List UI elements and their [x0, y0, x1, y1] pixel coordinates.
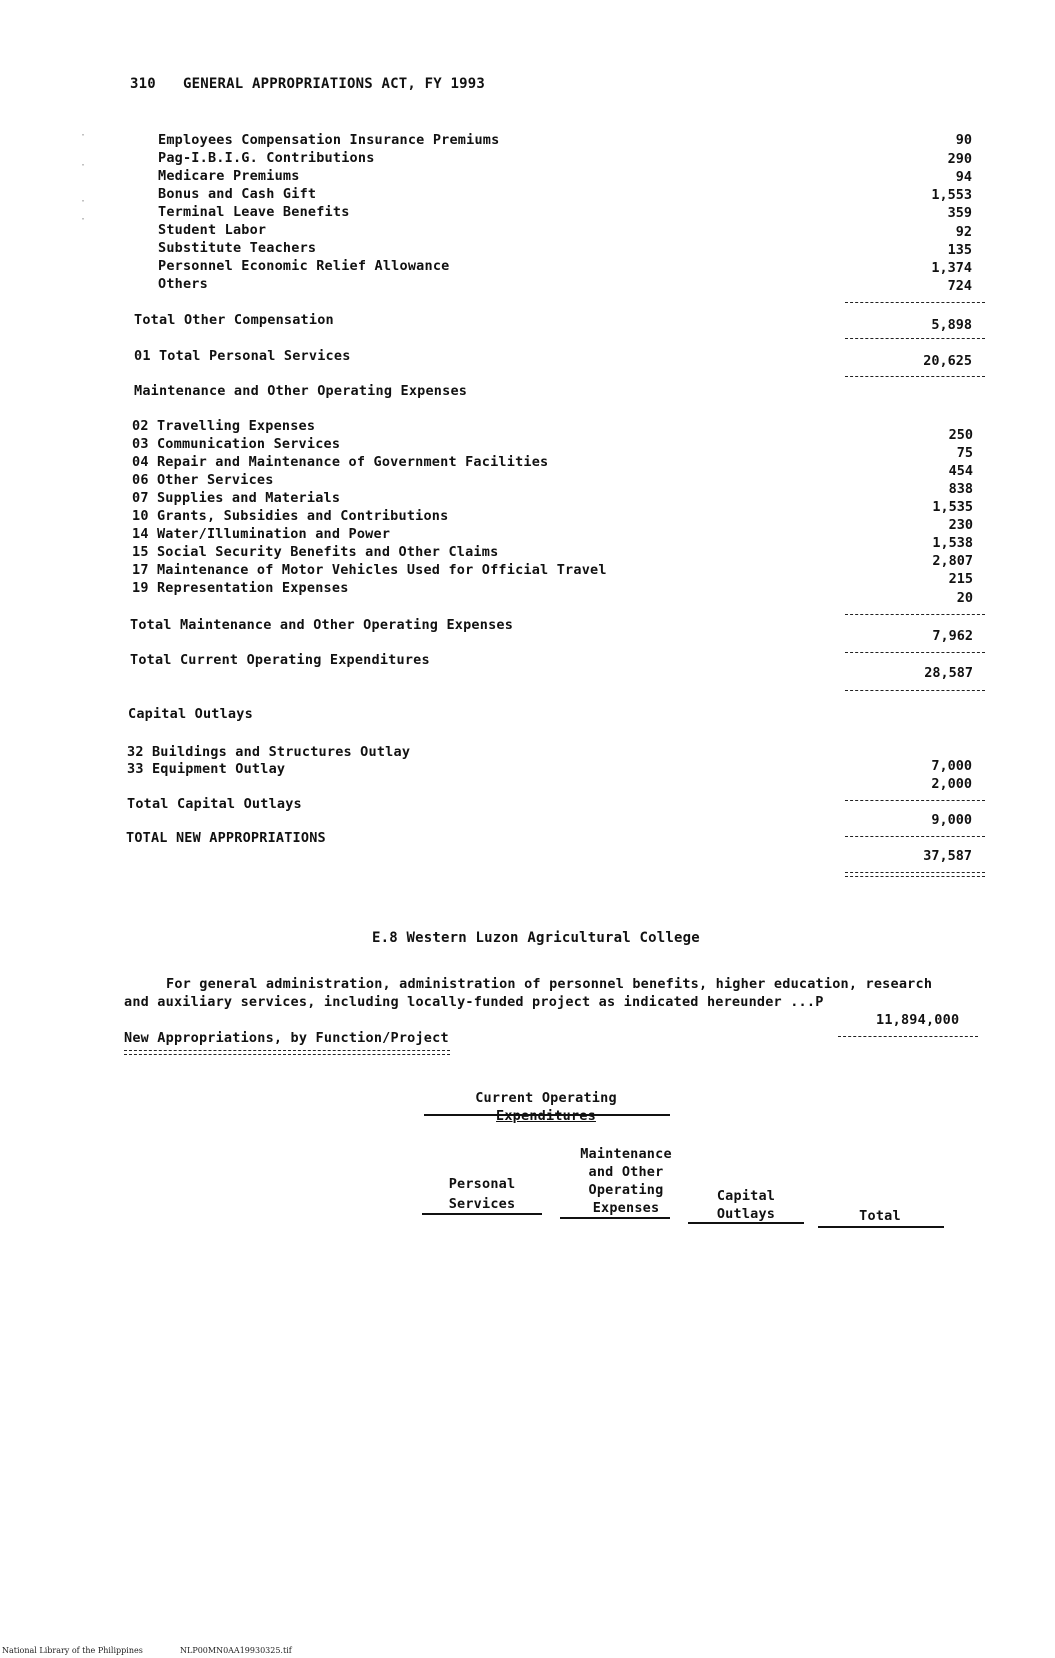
line-item-label: Personnel Economic Relief Allowance	[158, 258, 450, 274]
total-value: 7,962	[932, 628, 973, 644]
total-label: Total Maintenance and Other Operating Expenses	[130, 617, 514, 633]
column-header-capital: Outlays	[716, 1206, 776, 1222]
description-line-1: For general administration, administration of personnel benefits, higher education, research	[166, 976, 933, 992]
footer-filename: NLP00MN0AA19930325.tif	[180, 1646, 292, 1655]
column-rule	[560, 1217, 670, 1219]
line-item-label: 15 Social Security Benefits and Other Claims	[132, 544, 499, 560]
footer-library: National Library of the Philippines	[2, 1646, 143, 1655]
section-heading: Capital Outlays	[128, 706, 253, 722]
total-label: Total Other Compensation	[134, 312, 334, 328]
line-item-label: Medicare Premiums	[158, 168, 300, 184]
line-item-label: 33 Equipment Outlay	[127, 761, 286, 777]
column-rule	[688, 1222, 804, 1224]
total-value: 28,587	[924, 665, 973, 681]
appropriation-amount: 11,894,000	[876, 1012, 960, 1028]
line-item-value: 92	[955, 224, 972, 240]
grand-total-value: 37,587	[923, 848, 972, 864]
line-item-label: 19 Representation Expenses	[132, 580, 349, 596]
column-header-personal: Personal	[448, 1176, 516, 1192]
line-item-value: 2,807	[932, 553, 973, 569]
line-item-label: Employees Compensation Insurance Premiums	[158, 132, 500, 148]
line-item-label: Others	[158, 276, 208, 292]
line-item-label: 14 Water/Illumination and Power	[132, 526, 391, 542]
grand-total-double-rule	[845, 872, 985, 877]
total-label: Total Capital Outlays	[127, 796, 302, 812]
line-item-value: 250	[948, 427, 973, 443]
total-label: Total Current Operating Expenditures	[130, 652, 430, 668]
line-item-label: 04 Repair and Maintenance of Government Facilities	[132, 454, 549, 470]
subtotal-rule	[845, 652, 985, 653]
line-item-label: 02 Travelling Expenses	[132, 418, 316, 434]
line-item-label: Student Labor	[158, 222, 267, 238]
line-item-value: 724	[947, 278, 972, 294]
column-header-mooe: Maintenance	[580, 1146, 672, 1162]
line-item-label: Substitute Teachers	[158, 240, 317, 256]
line-item-value: 135	[947, 242, 972, 258]
line-item-label: Terminal Leave Benefits	[158, 204, 350, 220]
line-item-value: 20	[956, 590, 973, 606]
line-item-value: 1,553	[931, 187, 972, 203]
scan-speck: ·	[80, 214, 87, 225]
amount-rule	[838, 1036, 978, 1037]
line-item-value: 7,000	[931, 758, 972, 774]
line-item-label: 07 Supplies and Materials	[132, 490, 341, 506]
line-item-value: 1,374	[931, 260, 972, 276]
section-heading: Maintenance and Other Operating Expenses	[134, 383, 468, 399]
subtotal-rule	[845, 614, 985, 615]
subtotal-rule	[845, 338, 985, 339]
scan-speck: ·	[80, 196, 87, 207]
column-header-total: Total	[859, 1208, 901, 1224]
line-item-value: 290	[947, 151, 972, 167]
column-header-mooe: and Other	[588, 1164, 664, 1180]
line-item-value: 1,535	[932, 499, 973, 515]
subtotal-rule	[845, 376, 985, 377]
page-number: 310	[130, 76, 156, 92]
total-value: 20,625	[923, 353, 972, 369]
line-item-label: 17 Maintenance of Motor Vehicles Used for Official Travel	[132, 562, 607, 578]
scan-speck: ·	[80, 160, 87, 171]
total-value: 9,000	[931, 812, 972, 828]
line-item-value: 75	[956, 445, 973, 461]
scan-speck: ·	[80, 130, 87, 141]
page-title: GENERAL APPROPRIATIONS ACT, FY 1993	[183, 76, 486, 92]
subtotal-rule	[845, 800, 985, 801]
subtotal-rule	[845, 690, 985, 691]
column-header-mooe: Expenses	[592, 1200, 660, 1216]
total-label: 01 Total Personal Services	[134, 348, 351, 364]
column-rule	[422, 1213, 542, 1215]
subtotal-rule	[845, 302, 985, 303]
line-item-value: 838	[948, 481, 973, 497]
line-item-value: 94	[955, 169, 972, 185]
line-item-value: 1,538	[932, 535, 973, 551]
subtotal-rule	[845, 836, 985, 837]
line-item-label: 03 Communication Services	[132, 436, 341, 452]
column-header-personal: Services	[448, 1196, 516, 1212]
line-item-label: 10 Grants, Subsidies and Contributions	[132, 508, 449, 524]
column-header-mooe: Operating	[588, 1182, 664, 1198]
subheading: New Appropriations, by Function/Project	[124, 1030, 449, 1046]
column-group-label: Current Operating	[475, 1090, 617, 1106]
line-item-value: 90	[955, 132, 972, 148]
line-item-label: 06 Other Services	[132, 472, 274, 488]
section-title: E.8 Western Luzon Agricultural College	[372, 930, 700, 946]
line-item-label: Bonus and Cash Gift	[158, 186, 317, 202]
line-item-value: 215	[948, 571, 973, 587]
line-item-value: 230	[948, 517, 973, 533]
line-item-value: 454	[948, 463, 973, 479]
column-group-label: Expenditures	[496, 1108, 596, 1124]
column-rule	[818, 1226, 944, 1228]
line-item-label: Pag-I.B.I.G. Contributions	[158, 150, 375, 166]
subheading-double-rule	[124, 1050, 450, 1055]
total-value: 5,898	[931, 317, 972, 333]
column-header-capital: Capital	[716, 1188, 776, 1204]
line-item-value: 359	[947, 205, 972, 221]
description-line-2: and auxiliary services, including locally-funded project as indicated hereunder ...P	[124, 994, 824, 1010]
line-item-label: 32 Buildings and Structures Outlay	[127, 744, 411, 760]
line-item-value: 2,000	[931, 776, 972, 792]
grand-total-label: TOTAL NEW APPROPRIATIONS	[126, 830, 326, 846]
